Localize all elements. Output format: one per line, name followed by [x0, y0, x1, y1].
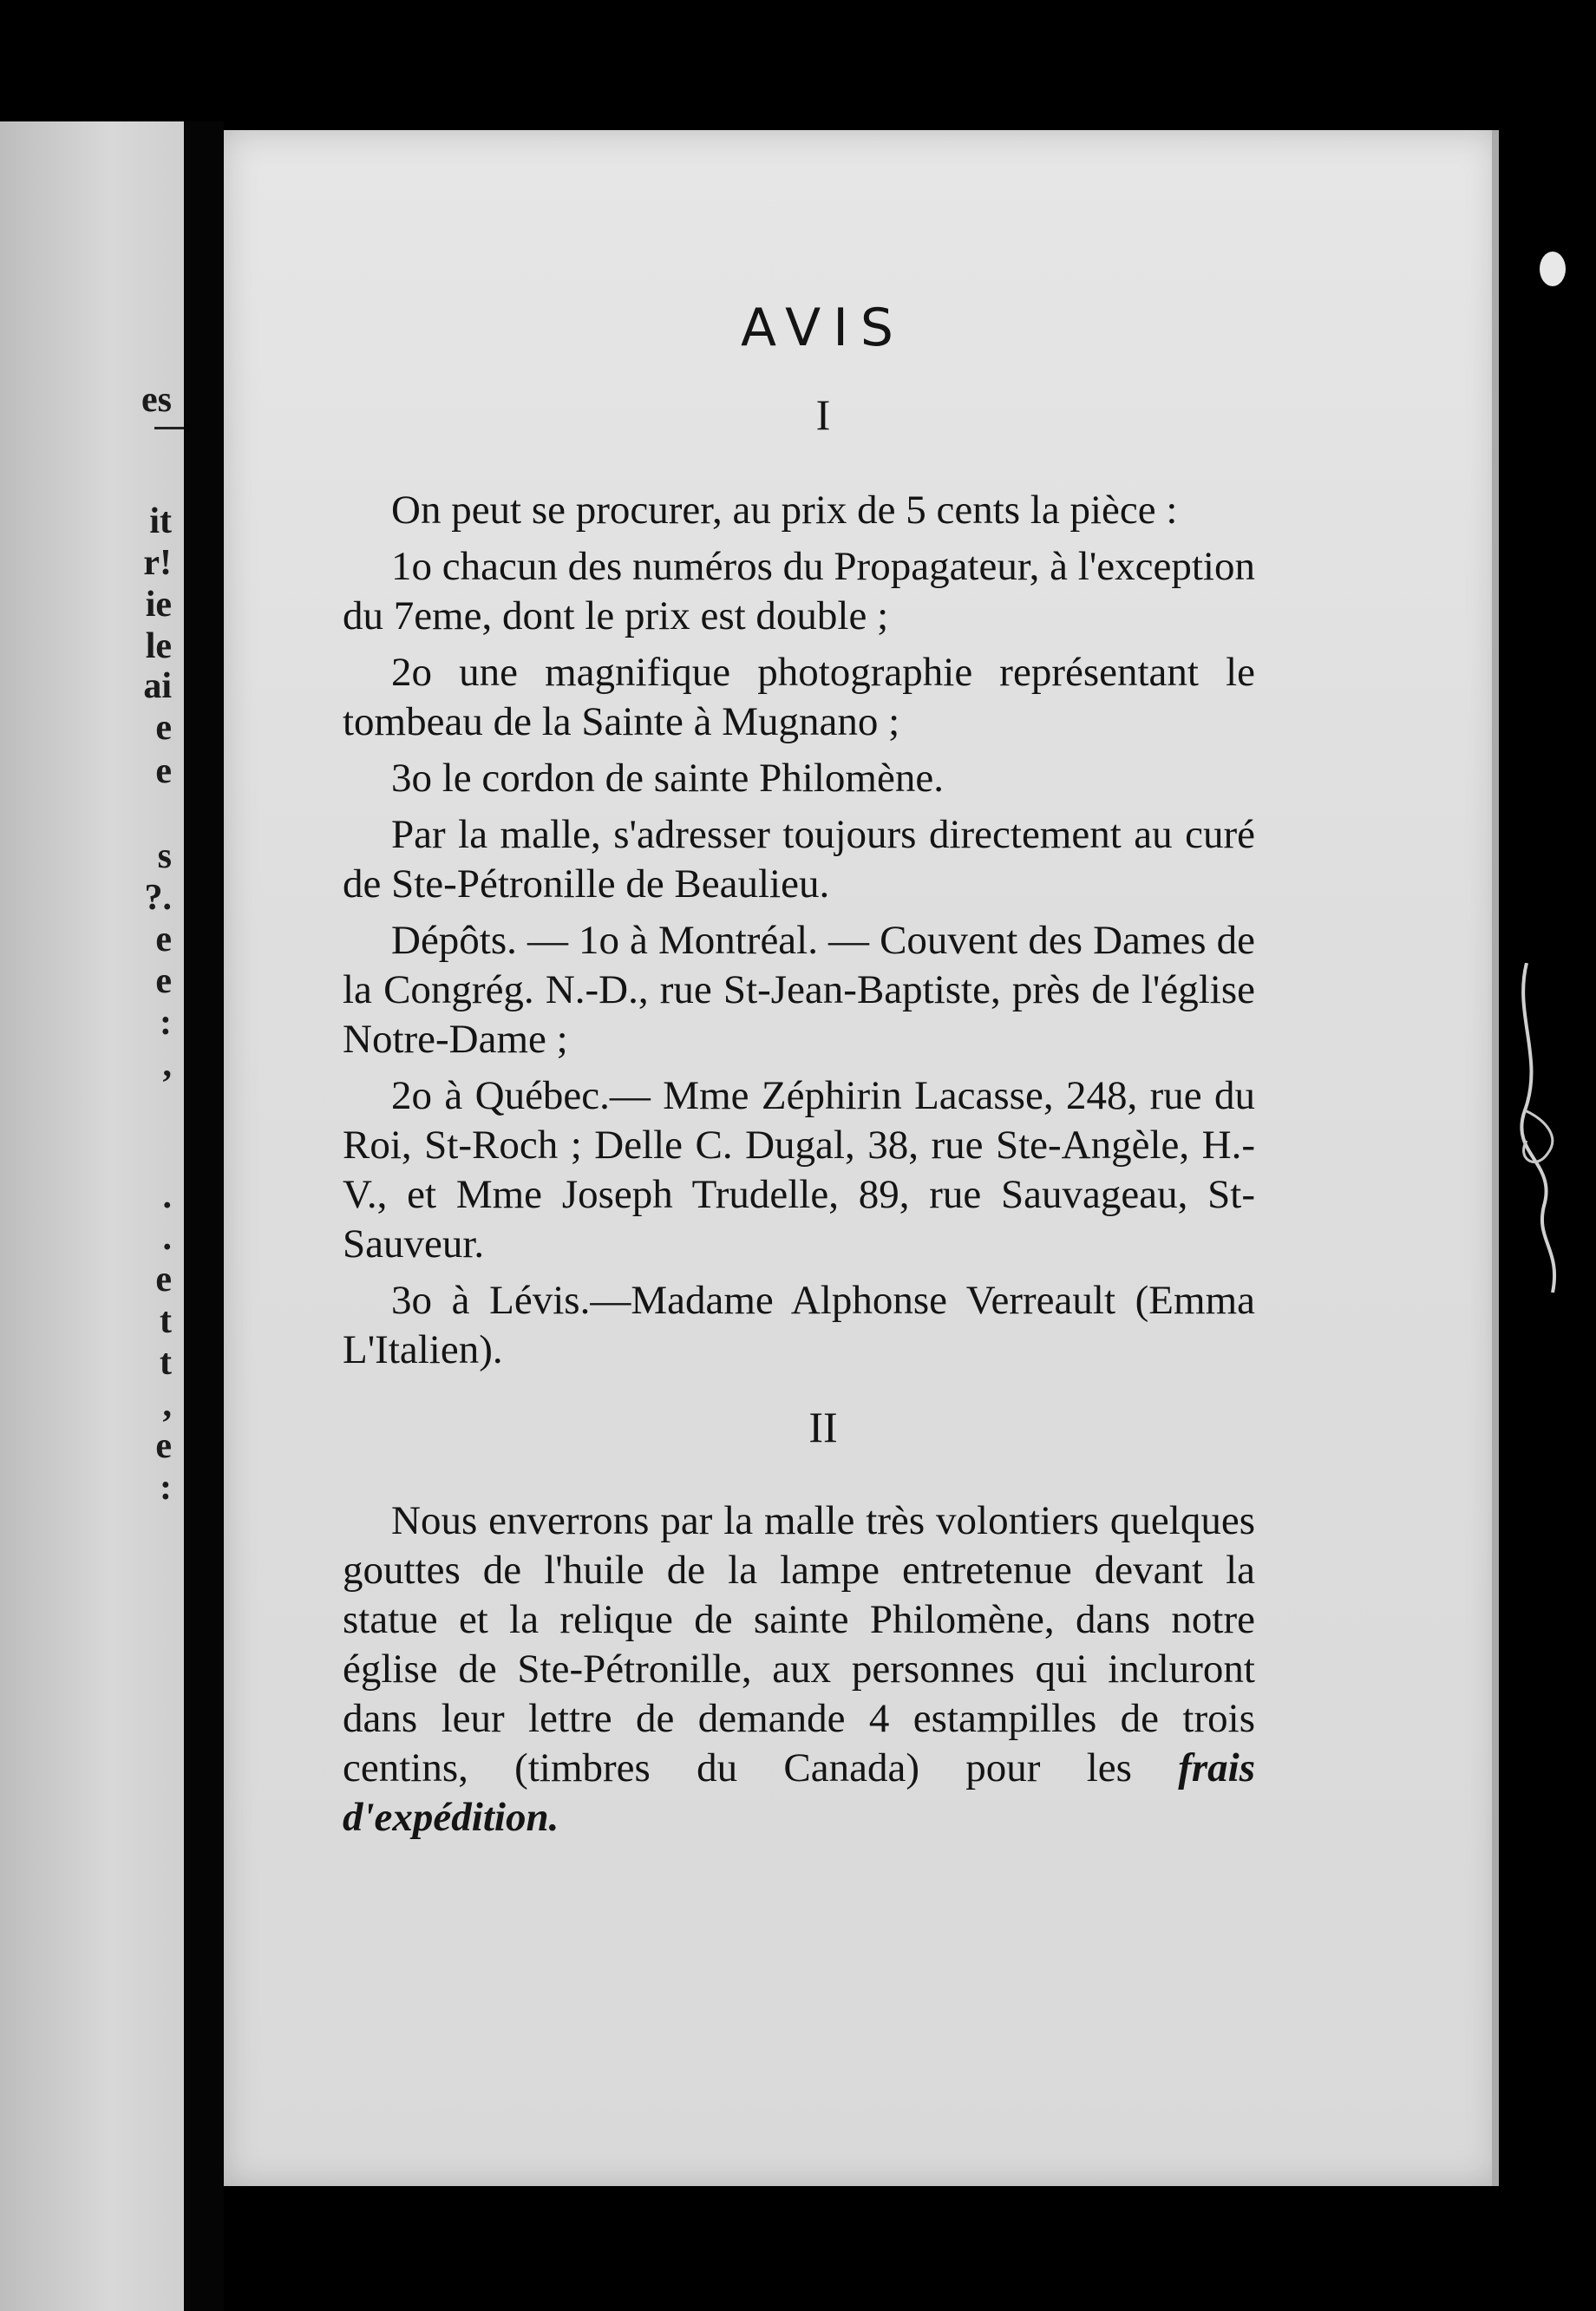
paragraph-depots-montreal: Dépôts. — 1o à Montréal. — Couvent des Dames de la Congrég. N.-D., rue St-Jean-Baptiste, près de l'église Notre-Dame ; [343, 918, 1255, 1062]
previous-page-fragment-text: ?. [144, 878, 172, 918]
paragraph-oil-offer-text: Nous enverrons par la malle très volontiers quelques gouttes de l'huile de la lampe entretenue devant la statue et la relique de sainte Philomène, dans notre église de Ste-Pétronille, aux personnes qui incluront dans leur lettre de demande 4 estampilles de trois centins, (timbres du Canada) pour les [343, 1498, 1255, 1791]
section-number-one: I [815, 390, 831, 439]
previous-page-fragment-text: r! [143, 543, 172, 583]
page-title: AVIS [740, 298, 906, 358]
paragraph-depots-quebec: 2o à Québec.— Mme Zéphirin Lacasse, 248, rue du Roi, St-Roch ; Delle C. Dugal, 38, rue Ste-Angèle, H.-V., et Mme Joseph Trudelle, 89, rue Sauvageau, St-Sauveur. [343, 1073, 1255, 1267]
previous-page-fragment-text: t [160, 1301, 172, 1341]
book-page [224, 130, 1499, 2186]
book-spine [184, 121, 224, 2311]
paragraph-depots-levis: 3o à Lévis.—Madame Alphonse Verreault (Emma L'Italien). [343, 1278, 1255, 1372]
scan-speck [1540, 252, 1566, 286]
previous-page-fragment-text: . [162, 1176, 172, 1216]
loose-thread-icon [1509, 963, 1579, 1293]
previous-page-fragment-text: e [155, 1426, 172, 1466]
paragraph-item-1: 1o chacun des numéros du Propagateur, à l'exception du 7eme, dont le prix est double ; [343, 544, 1255, 638]
previous-page-fragment-text: e [155, 961, 172, 1001]
section-number-two: II [808, 1403, 838, 1451]
previous-page-fragment-text: ie [145, 585, 172, 625]
previous-page-fragment-text: it [149, 501, 172, 541]
previous-page-fragment-text: : [160, 1003, 172, 1043]
page-content [343, 300, 1255, 1849]
previous-page-fragment-text: e [155, 708, 172, 748]
previous-page-fragment-text: e [155, 1260, 172, 1300]
previous-page-fragment-text: , [162, 1044, 172, 1084]
previous-page-fragment-text: le [145, 626, 172, 666]
paragraph-item-2: 2o une magnifique photographie représentant le tombeau de la Sainte à Mugnano ; [343, 650, 1255, 744]
paragraph-intro: On peut se procurer, au prix de 5 cents la pièce : [391, 488, 1178, 533]
page-edge [1492, 130, 1499, 2186]
paragraph-item-3: 3o le cordon de sainte Philomène. [391, 756, 944, 801]
paragraph-oil-offer [343, 1496, 1255, 1843]
paragraph-oil-offer-emphasis: frais d'expédition. [343, 1745, 1256, 1840]
previous-page-fragment [0, 121, 184, 2311]
previous-page-fragment-text: . [162, 1218, 172, 1258]
previous-page-fragment-text: t [160, 1343, 172, 1383]
previous-page-fragment-text: , [162, 1385, 172, 1424]
previous-page-fragment-text: s [157, 836, 172, 876]
previous-page-fragment-text: es [141, 380, 172, 420]
previous-page-fragment-text: : [160, 1468, 172, 1508]
previous-page-fragment-text: e [155, 751, 172, 791]
paragraph-mail: Par la malle, s'adresser toujours directement au curé de Ste-Pétronille de Beaulieu. [343, 812, 1255, 907]
previous-page-fragment-text: ai [143, 666, 172, 706]
previous-page-fragment-text: e [155, 920, 172, 959]
previous-page-rule [154, 427, 184, 429]
